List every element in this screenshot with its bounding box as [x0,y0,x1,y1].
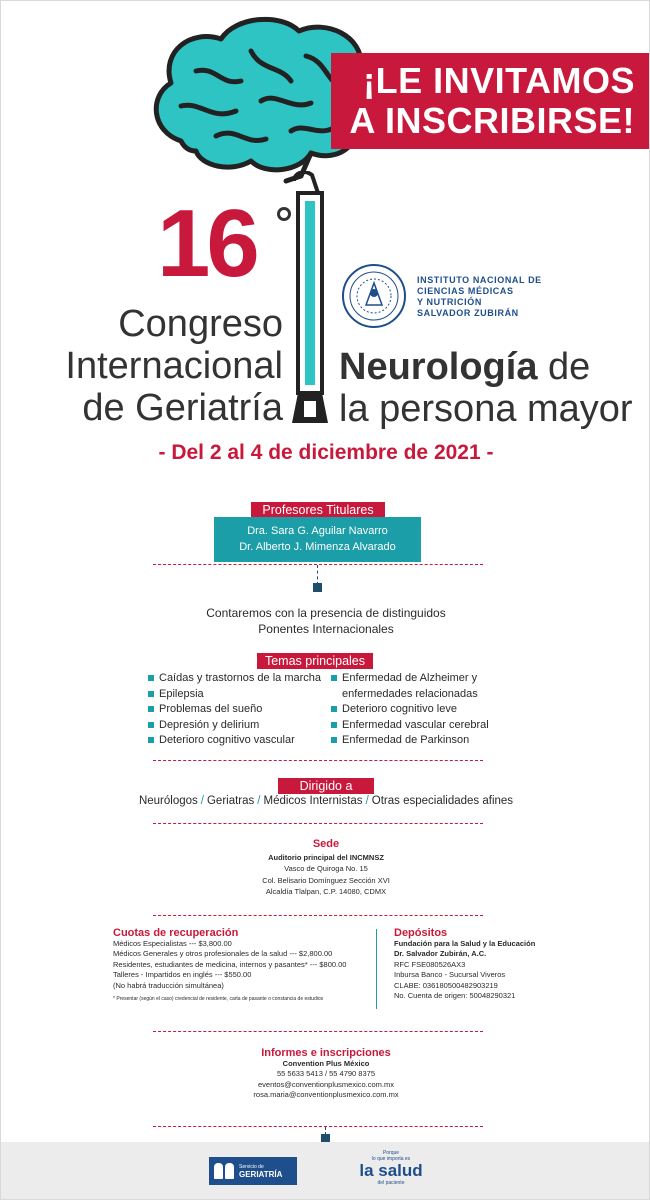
institute-name [417,275,542,319]
bullet-icon [148,675,154,681]
professor-name: Dra. Sara G. Aguilar Navarro [247,525,388,537]
bullet-icon [331,722,337,728]
invite-banner [331,53,649,149]
audience-label: Dirigido a [278,778,374,794]
contact-company: Convention Plus México [282,1058,370,1068]
bullet-icon [148,722,154,728]
professors-box [214,517,421,562]
fees-note: * Presentar (según el caso) credencial de residente, carta de pasante o constancia de estudios [113,996,324,1002]
salud-big: la salud [359,1161,423,1180]
separator: / [365,795,369,807]
audience-item: Neurólogos [138,795,198,807]
list-item [148,718,321,734]
institute-seal-icon [339,263,409,329]
list-item [148,702,321,718]
divider [153,823,483,824]
bullet-icon [148,706,154,712]
geriatria-text [239,1163,282,1179]
list-item [331,718,489,734]
salud-small: del paciente [377,1180,405,1186]
bullet-icon [148,691,154,697]
fee-line: Residentes, estudiantes de medicina, internos y pasantes* --- $800.00 [113,959,347,969]
degree-icon [277,207,291,221]
topic-text: Deterioro cognitivo leve [342,703,457,715]
congress-line-3: de Geriatría [82,387,283,429]
bullet-icon [331,706,337,712]
fees-label: Cuotas de recuperación [113,927,239,939]
separator: / [257,795,261,807]
bullet-icon [148,737,154,743]
topic-text: Caídas y trastornos de la marcha [159,672,322,684]
speakers-note [1,605,650,637]
bullet-icon [331,675,337,681]
topic-text: Enfermedad vascular cerebral [342,718,489,731]
deposits-section [394,928,574,1002]
people-icon [209,1157,239,1185]
audience-item: Geriatras [206,795,255,807]
venue-name: Auditorio principal del INCMNSZ [268,852,384,862]
audience-item: Médicos Internistas [263,795,363,807]
connector-square [313,583,322,592]
topics-list-right [331,671,489,749]
footer [1,1142,650,1200]
topic-text: Depresión y delirium [159,718,260,731]
list-item [148,671,321,687]
deposit-line: No. Cuenta de origen: 50048290321 [394,991,516,1000]
venue-line: Alcaldía Tlalpan, C.P. 14080, CDMX [265,887,387,896]
contact-label: Informes e inscripciones [261,1047,391,1059]
fee-line: Médicos Especialistas --- $3,800.00 [113,938,232,948]
topic-rest: de [537,346,591,388]
institute-line-2: CIENCIAS MÉDICAS [417,286,514,296]
institute-logo [339,263,544,329]
deposit-bold-line: Dr. Salvador Zubirán, A.C. [394,949,487,958]
divider [153,1031,483,1032]
topics-label: Temas principales [257,653,373,669]
audience-list [1,795,650,807]
deposits-label: Depósitos [394,927,448,939]
speakers-line-1: Contaremos con la presencia de distinguidos [206,606,446,620]
deposit-bold-line: Fundación para la Salud y la Educación [394,938,536,948]
invite-line-1: ¡LE INVITAMOS [363,60,635,101]
divider [153,1126,483,1127]
topic-text: Enfermedad de Alzheimer y [342,672,478,684]
edition-number: 16 [157,190,256,297]
topic-bold: Neurología [339,346,538,388]
topic-text: Deterioro cognitivo vascular [159,734,295,746]
venue-line: Vasco de Quiroga No. 15 [284,864,368,873]
topic-text: Enfermedad de Parkinson [342,734,470,746]
connector-line [317,565,318,585]
topic-line-2: la persona mayor [339,388,633,430]
topics-list-left [148,671,321,749]
list-item [331,671,489,702]
fee-line: Talleres - Impartidos en inglés --- $550.00 [113,970,252,979]
deposit-line: Inbursa Banco - Sucursal Viveros [394,970,506,979]
speakers-line-2: Ponentes Internacionales [258,622,394,636]
list-item [148,733,321,749]
list-item [331,702,489,718]
audience-item: Otras especialidades afines [371,795,514,807]
topic-title [339,346,633,430]
event-dates: - Del 2 al 4 de diciembre de 2021 - [158,441,494,464]
contact-email[interactable]: rosa.maria@conventionplusmexico.com.mx [253,1090,399,1099]
salud-small: Porque [382,1150,400,1156]
separator: / [200,795,204,807]
fees-section [113,928,373,1005]
salud-small: lo que importa es [371,1156,411,1162]
venue-label: Sede [312,838,340,850]
stem-icon [292,171,328,426]
professors-label: Profesores Titulares [251,502,385,518]
institute-line-4: SALVADOR ZUBIRÁN [417,308,519,318]
topic-text: Epilepsia [159,687,204,700]
contact-email[interactable]: eventos@conventionplusmexico.com.mx [257,1079,394,1089]
professor-name: Dr. Alberto J. Mimenza Alvarado [239,541,396,553]
column-separator [376,929,377,1009]
venue-section [1,839,650,898]
congress-line-2: Internacional [65,345,283,387]
divider [153,915,483,916]
congress-line-1: Congreso [118,303,283,345]
deposit-line: RFC FSE080526AX3 [394,959,466,969]
deposit-line: CLABE: 036180500482903219 [394,980,498,990]
list-item [331,733,489,749]
bullet-icon [331,737,337,743]
venue-line: Col. Belisario Domínguez Sección XVI [262,875,390,885]
geriatria-small: Servicio de [239,1164,264,1170]
contact-phones: 55 5633 5413 / 55 4790 8375 [276,1069,375,1078]
geriatria-big: GERIATRÍA [239,1170,283,1179]
fee-line: Médicos Generales y otros profesionales de la salud --- $2,800.00 [113,949,333,958]
divider [153,760,483,761]
topic-text: enfermedades relacionadas [342,687,478,700]
divider [153,564,483,565]
topic-text: Problemas del sueño [159,703,263,715]
institute-line-3: Y NUTRICIÓN [417,297,482,307]
salud-logo [351,1150,431,1186]
list-item [148,687,321,703]
congress-title [65,303,283,429]
fee-line: (No habrá traducción simultánea) [113,980,224,990]
invite-line-2: A INSCRIBIRSE! [349,100,635,141]
geriatria-logo [209,1157,297,1185]
contact-section [1,1048,650,1101]
institute-line-1: INSTITUTO NACIONAL DE [417,275,542,285]
